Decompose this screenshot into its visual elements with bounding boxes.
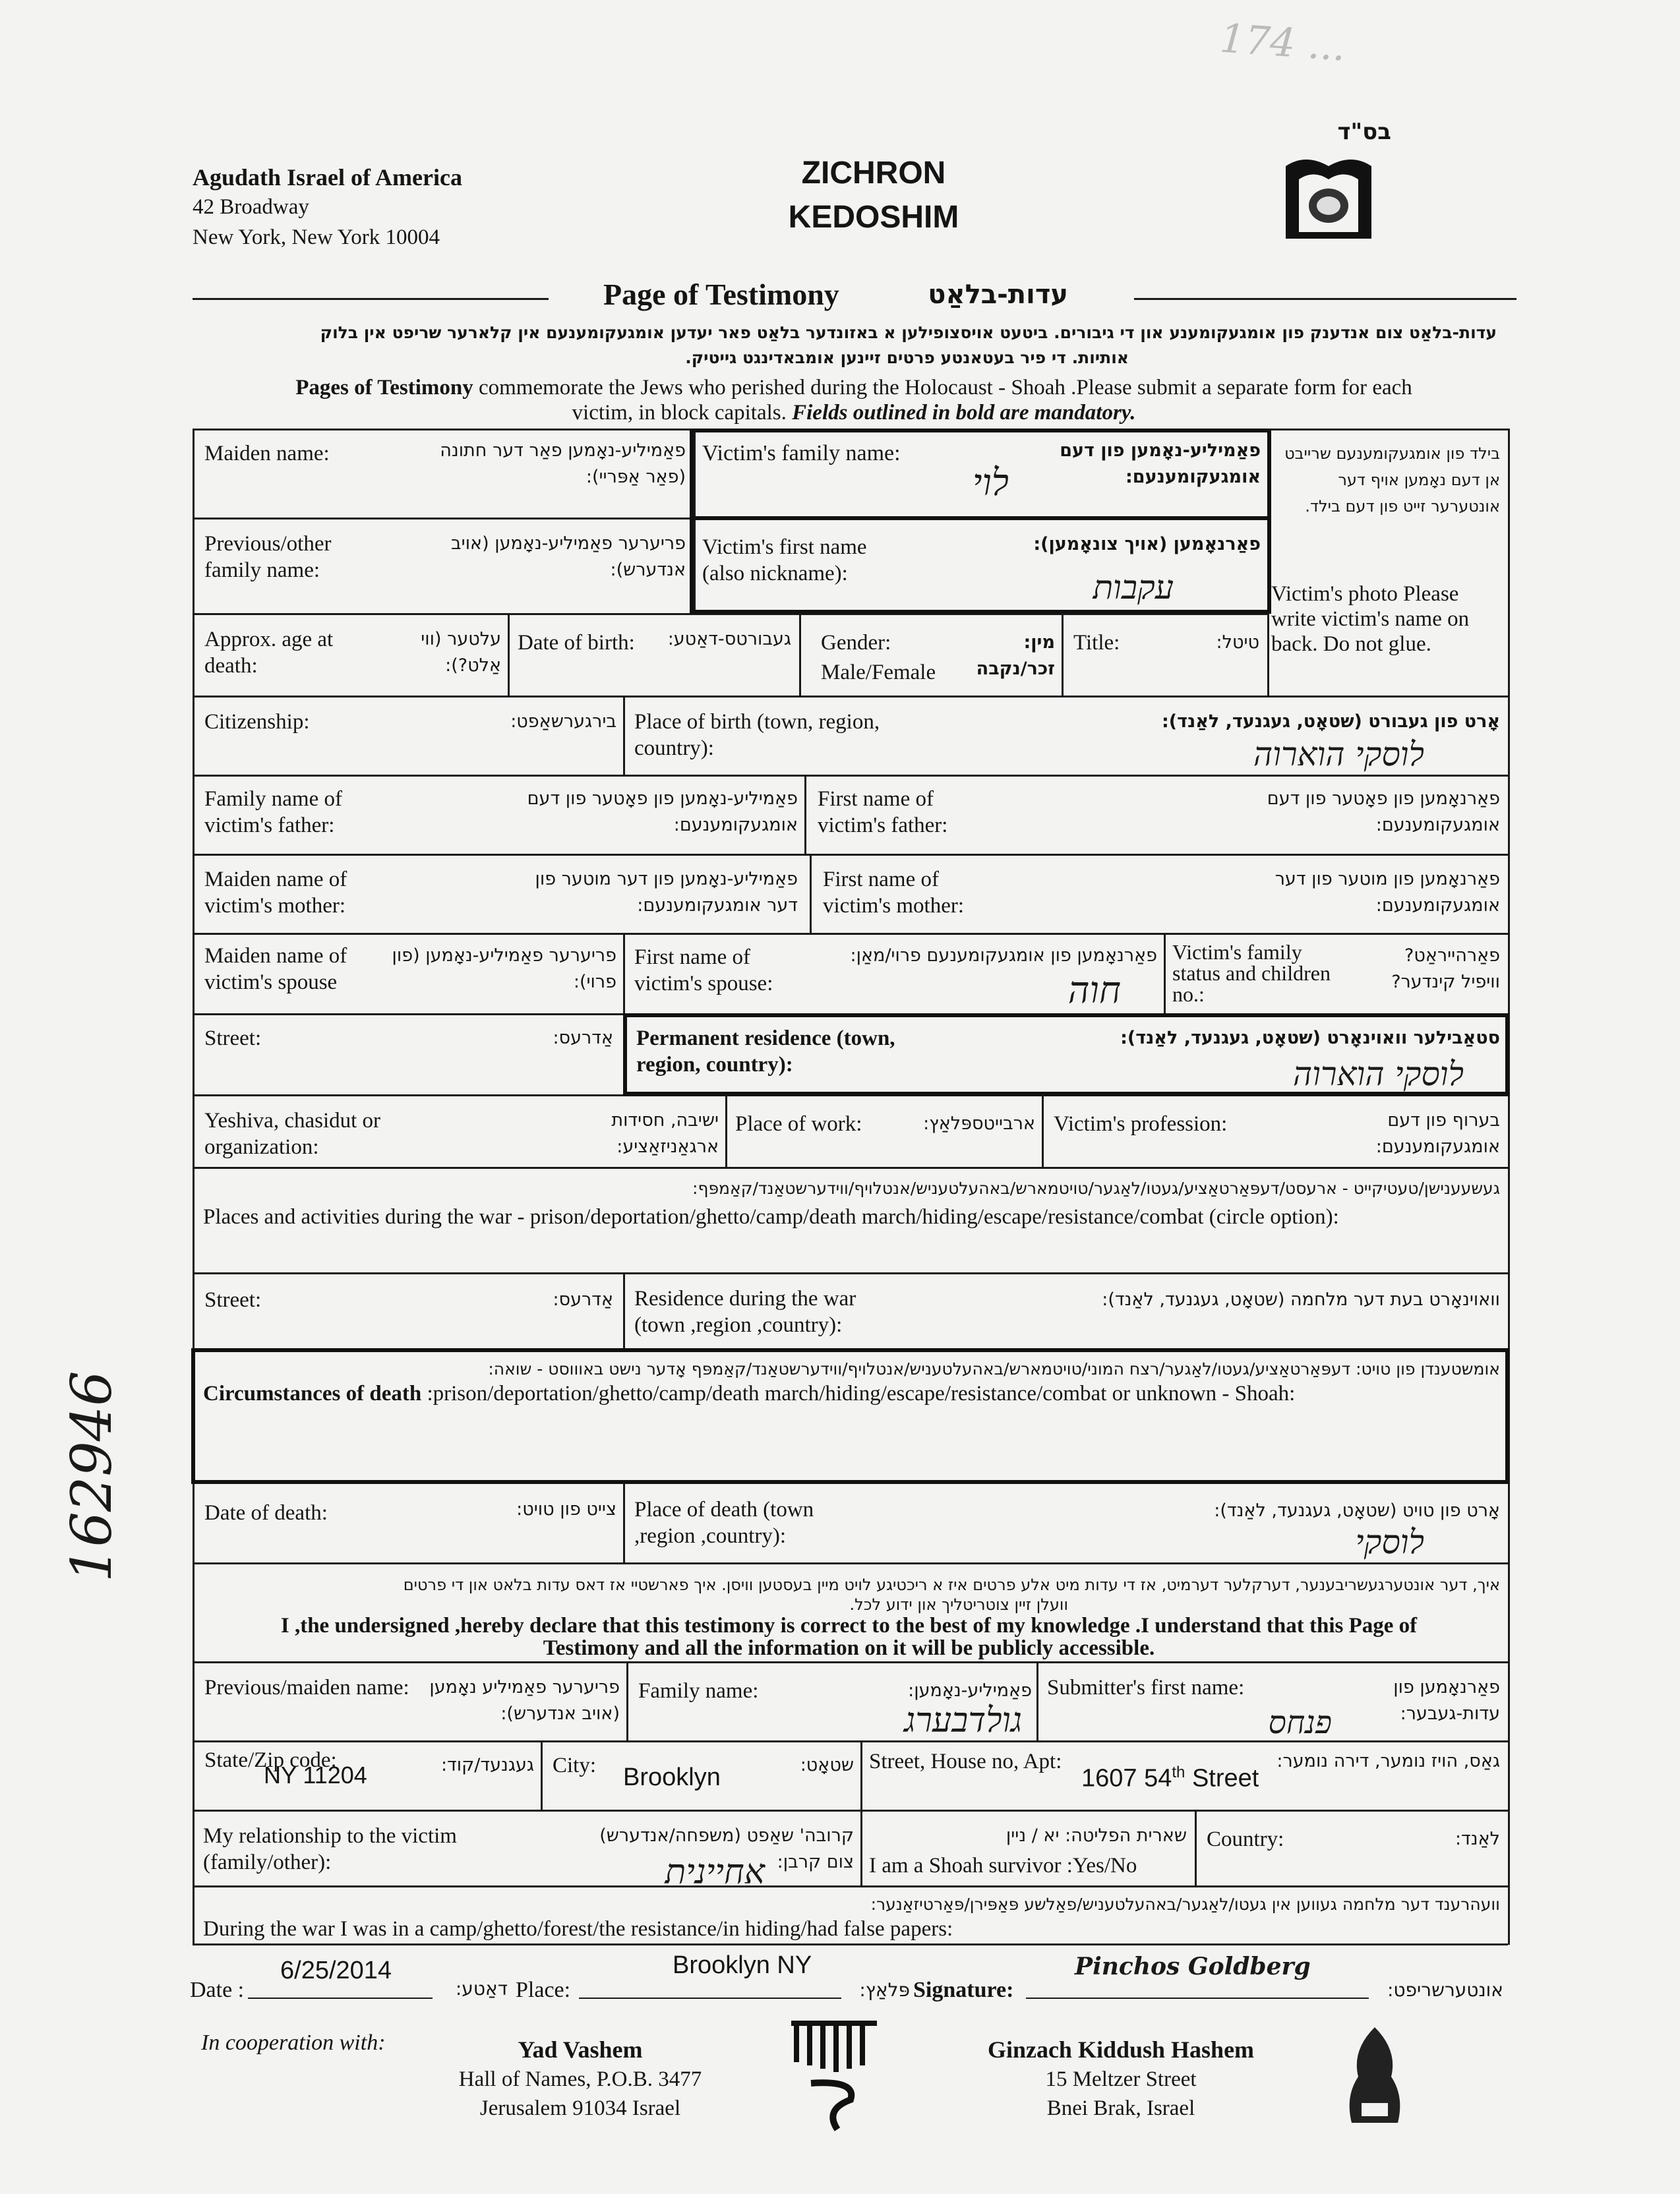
street3-sup: th bbox=[1172, 1764, 1185, 1781]
title-rule-left bbox=[193, 298, 549, 300]
title-hebrew: טיטל: bbox=[1216, 632, 1259, 653]
maiden-name-label: Maiden name: bbox=[204, 442, 330, 465]
survivor-label: I am a Shoah survivor :Yes/No bbox=[869, 1854, 1137, 1878]
camp-label: During the war I was in a camp/ghetto/forest/the resistance/in hiding/had false papers: bbox=[203, 1917, 953, 1941]
photo-instructions: Victim's photo Please write victim's name on back. Do not glue. bbox=[1271, 582, 1470, 656]
signature-label: Signature: bbox=[913, 1978, 1014, 2002]
bsd-mark: בס"ד bbox=[1337, 119, 1391, 145]
intro-english-1 bbox=[208, 376, 1500, 400]
yeshiva-label: Yeshiva, chasidut or organization: bbox=[204, 1109, 381, 1159]
yeshiva-hebrew: ישיבה, חסידות ארגאַניזאַציע: bbox=[611, 1110, 719, 1157]
submitter-first-value[interactable]: פנחס bbox=[1268, 1704, 1332, 1741]
pob-label: Place of birth (town, region, country): bbox=[634, 710, 880, 760]
street3-hebrew: גאַס, הויז נומער, דירה נומער: bbox=[1276, 1751, 1500, 1771]
mother-maiden-hebrew: פאַמיליע-נאָמען פון דער מוטער פון דער אומגעקומענעם: bbox=[535, 869, 798, 916]
intro-rest: commemorate the Jews who perished during the Holocaust - Shoah .Please submit a separate form for each bbox=[473, 376, 1412, 400]
circumstances-bold: Circumstances of death bbox=[203, 1382, 422, 1406]
first-name-label: Victim's first name (also nickname): bbox=[702, 535, 867, 585]
photo-hebrew: בילד פון אומגעקומענעם שרייבט אן דעם נאָמען אויף דער אונטערער זייט פון דעם בילד. bbox=[1284, 444, 1500, 516]
relationship-label: My relationship to the victim (family/other): bbox=[203, 1824, 457, 1874]
declare-hebrew-1: איך, דער אונטערגעשריבענער, דערקלער דערמיט, אז די עדות מיט אלע פרטים איז א ריכטיגע לויט מיין בעסטען וויסן. איך פארשטיי אז דאס עדות בלאט און די פרטים bbox=[403, 1576, 1500, 1594]
submitter-prev-hebrew: פריערער פאַמיליע נאָמען (אויב אנדערש): bbox=[429, 1677, 620, 1724]
city-value[interactable]: Brooklyn bbox=[623, 1764, 721, 1791]
relationship-hebrew: קרובה' שאַפט (משפחה/אנדערש) צום קרבן: bbox=[599, 1825, 854, 1872]
zichron-logo-icon bbox=[1279, 153, 1378, 245]
perm-residence-value[interactable]: לוסקי הוארוה bbox=[1292, 1055, 1464, 1093]
intro-mandatory: Fields outlined in bold are mandatory. bbox=[792, 401, 1136, 425]
intro-line2: victim, in block capitals. bbox=[572, 401, 793, 425]
submitter-family-value[interactable]: גולדבערג bbox=[904, 1701, 1022, 1740]
spouse-first-hebrew: פאַרנאָמען פון אומגעקומענעם פרוי/מאַן: bbox=[850, 945, 1157, 966]
declare-hebrew-2: וועלן זיין צוטריטליך און ידוע לכל. bbox=[849, 1595, 1068, 1614]
ginzach-address-1: 15 Meltzer Street bbox=[1045, 2067, 1197, 2091]
yad-vashem-name: Yad Vashem bbox=[518, 2036, 643, 2063]
yad-vashem-address-2: Jerusalem 91034 Israel bbox=[479, 2096, 681, 2120]
city-hebrew: שטאָט: bbox=[800, 1755, 854, 1775]
yad-vashem-logo-icon bbox=[785, 2017, 884, 2136]
previous-name-label: Previous/other family name: bbox=[204, 532, 332, 582]
circumstances-label bbox=[203, 1382, 1505, 1406]
pod-hebrew: אָרט פון טויט (שטאָט, געגנעד, לאַנד): bbox=[1214, 1500, 1500, 1521]
survivor-hebrew: שארית הפליטה: יא / ניין bbox=[1005, 1825, 1187, 1846]
maiden-name-hebrew: פאַמיליע-נאָמען פאַר דער חתונה (פאַר אַפּריי): bbox=[440, 440, 686, 487]
street-hebrew: אַדרעס: bbox=[553, 1028, 613, 1048]
page-title: Page of Testimony bbox=[603, 278, 839, 311]
war-residence-label: Residence during the war (town ,region ,country): bbox=[634, 1287, 856, 1337]
family-name-hebrew: פאַמיליע-נאָמען פון דעם אומגעקומענעם: bbox=[1060, 440, 1261, 487]
perm-residence-label: Permanent residence (town, region, country): bbox=[636, 1026, 895, 1077]
first-name-hebrew: פאַרנאָמען (אויך צונאָמען): bbox=[1033, 534, 1261, 554]
dob-label: Date of birth: bbox=[518, 631, 635, 655]
war-street-hebrew: אַדרעס: bbox=[553, 1290, 613, 1310]
date-value[interactable]: 6/25/2014 bbox=[280, 1957, 392, 1984]
title-label: Title: bbox=[1073, 631, 1120, 655]
street3-label: Street, House no, Apt: bbox=[869, 1750, 1062, 1773]
father-family-label: Family name of victim's father: bbox=[204, 787, 342, 837]
gender-options: Male/Female bbox=[821, 661, 936, 684]
circumstances-hebrew: אומשטענדן פון טויט: דעפּאַרטאַציע/געטו/לאַגער/רצח המוני/טויטמארש/באהעלטעניש/אנטלויף/ווידערשטאַנד/קאַמפּף אָדער נישט באוווסט - שואה: bbox=[488, 1359, 1500, 1379]
profession-hebrew: בערוף פון דעם אומגעקומענעם: bbox=[1375, 1110, 1500, 1157]
place-value[interactable]: Brooklyn NY bbox=[673, 1951, 812, 1979]
title-rule-right bbox=[1134, 298, 1516, 300]
family-status-hebrew: פאַרהייראַט? וויפיל קינדער? bbox=[1391, 945, 1500, 992]
activities-hebrew: געשעענישן/טעטיקייט - ארעסט/דעפּאַרטאַציע/געטו/לאַגער/טויטמארש/באהעלטעניש/אנטלויף/ווידערשטאַנד/קאַמפּף: bbox=[692, 1179, 1500, 1198]
father-first-label: First name of victim's father: bbox=[818, 787, 948, 837]
place-of-work-hebrew: ארבייטספּלאַץ: bbox=[923, 1113, 1035, 1134]
gender-hebrew: מין: זכר/נקבה bbox=[976, 632, 1055, 679]
father-family-hebrew: פאַמיליע-נאָמען פון פאָטער פון דעם אומגעקומענעם: bbox=[527, 788, 798, 835]
activities-label: Places and activities during the war - prison/deportation/ghetto/camp/death march/hiding/escape/resistance/combat (circle option): bbox=[203, 1205, 1339, 1229]
age-hebrew: עלטער (ווי אַלט?): bbox=[421, 629, 501, 676]
date-hebrew: דאַטע: bbox=[455, 1978, 508, 2000]
family-name-label: Victim's family name: bbox=[702, 441, 901, 465]
first-name-value[interactable]: עקבות bbox=[1093, 568, 1174, 607]
spouse-first-label: First name of victim's spouse: bbox=[634, 945, 773, 995]
profession-label: Victim's profession: bbox=[1054, 1112, 1228, 1136]
ginzach-address-2: Bnei Brak, Israel bbox=[1046, 2096, 1195, 2120]
form-left-border bbox=[193, 429, 195, 1945]
org-address-1: 42 Broadway bbox=[193, 195, 309, 219]
family-name-value[interactable]: לוי bbox=[972, 461, 1009, 504]
circumstances-rest: :prison/deportation/ghetto/camp/death march/hiding/escape/resistance/combat or unknown - Shoah: bbox=[421, 1382, 1296, 1406]
camp-hebrew: וועהרענד דער מלחמה געווען אין געטו/לאַגער/באהעלטעניש/פאַלשע פּאַפּירן/פּאַרטיזאַנער: bbox=[870, 1895, 1500, 1914]
top-scrawl: 174 ... bbox=[1218, 15, 1348, 71]
street3-number: 1607 54 bbox=[1081, 1764, 1172, 1793]
org-address-2: New York, New York 10004 bbox=[193, 225, 440, 249]
pob-value[interactable]: לוסקי הוארוה bbox=[1253, 735, 1424, 773]
previous-name-hebrew: פריערער פאַמיליע-נאָמען (אויב אנדערש): bbox=[451, 533, 686, 580]
submitter-prev-label: Previous/maiden name: bbox=[204, 1676, 409, 1700]
spouse-first-value[interactable]: חוה bbox=[1067, 969, 1121, 1012]
signature-hebrew: אונטערשריפט: bbox=[1387, 1979, 1503, 2001]
street-label: Street: bbox=[204, 1026, 262, 1050]
state-zip-label: State/Zip code: bbox=[204, 1748, 337, 1772]
submitter-first-label: Submitter's first name: bbox=[1047, 1676, 1245, 1700]
declare-english-2: Testimony and all the information on it will be publicly accessible. bbox=[543, 1636, 1155, 1660]
intro-hebrew-2: אותיות. די פיר בעטאנטע פרטים זיינען אומבאדינגט גייטיק. bbox=[685, 348, 1129, 367]
declare-english-1: I ,the undersigned ,hereby declare that this testimony is correct to the best of my knowledge .I understand that this Page of bbox=[280, 1614, 1418, 1638]
ginzach-logo-icon bbox=[1338, 2024, 1411, 2129]
side-number: 162946 bbox=[59, 1371, 124, 1582]
perm-residence-hebrew: סטאַבילער וואוינאָרט (שטאָט, געגנעד, לאַנד): bbox=[1120, 1028, 1500, 1048]
dob-hebrew: געבורטס-דאַטע: bbox=[667, 629, 791, 649]
street3-value[interactable] bbox=[1081, 1764, 1259, 1793]
state-zip-hebrew: געגנעד/קוד: bbox=[440, 1755, 534, 1775]
intro-english-2 bbox=[208, 401, 1500, 425]
spouse-maiden-label: Maiden name of victim's spouse bbox=[204, 944, 347, 994]
yad-vashem-address-1: Hall of Names, P.O.B. 3477 bbox=[458, 2067, 702, 2091]
mother-first-label: First name of victim's mother: bbox=[823, 868, 965, 918]
mother-first-hebrew: פאַרנאָמען פון מוטער פון דער אומגעקומענעם: bbox=[1275, 869, 1500, 916]
citizenship-label: Citizenship: bbox=[204, 710, 310, 734]
cooperation-label: In cooperation with: bbox=[201, 2031, 386, 2055]
submitter-first-hebrew: פאַרנאָמען פון עדות-געבער: bbox=[1393, 1677, 1500, 1724]
relationship-value[interactable]: אחיינית bbox=[665, 1853, 765, 1892]
pod-value[interactable]: לוסקי bbox=[1355, 1523, 1424, 1561]
family-status-label: Victim's family status and children no.: bbox=[1172, 940, 1331, 1006]
spouse-maiden-hebrew: פריערער פאַמיליע-נאָמען (פון פרוי): bbox=[392, 945, 616, 992]
submitter-family-hebrew: פאַמיליע-נאָמען: bbox=[908, 1680, 1032, 1701]
submitter-family-label: Family name: bbox=[638, 1679, 759, 1703]
country-label: Country: bbox=[1207, 1827, 1284, 1851]
page-title-hebrew: עדות-בלאַט bbox=[928, 280, 1068, 310]
dod-label: Date of death: bbox=[204, 1501, 328, 1525]
pod-label: Place of death (town ,region ,country): bbox=[634, 1498, 814, 1548]
intro-bold: Pages of Testimony bbox=[295, 376, 473, 400]
org-name: Agudath Israel of America bbox=[193, 164, 462, 191]
date-label: Date : bbox=[190, 1978, 245, 2002]
place-label: Place: bbox=[516, 1978, 571, 2002]
age-label: Approx. age at death: bbox=[204, 628, 334, 678]
country-hebrew: לאַנד: bbox=[1455, 1829, 1500, 1849]
signature-value[interactable]: Pinchos Goldberg bbox=[1075, 1953, 1311, 1980]
pob-hebrew: אָרט פון געבורט (שטאָט, געגנעד, לאַנד): bbox=[1161, 711, 1500, 732]
war-street-label: Street: bbox=[204, 1288, 262, 1312]
zichron-line-2: KEDOSHIM bbox=[788, 200, 959, 235]
place-of-work-label: Place of work: bbox=[735, 1112, 862, 1136]
city-label: City: bbox=[553, 1754, 597, 1777]
citizenship-hebrew: בירגערשאַפט: bbox=[510, 711, 616, 732]
place-hebrew: פּלאַץ: bbox=[859, 1979, 910, 2001]
mother-maiden-label: Maiden name of victim's mother: bbox=[204, 868, 347, 918]
gender-label: Gender: bbox=[821, 631, 891, 655]
dod-hebrew: צייט פון טויט: bbox=[516, 1499, 616, 1520]
ginzach-name: Ginzach Kiddush Hashem bbox=[987, 2036, 1255, 2063]
intro-hebrew-1: עדות-בלאַט צום אנדענק פון אומגעקומענע און די גיבורים. ביטעט אויסצופילען א באזונדער בלאַט פאר יעדען אומגעקומענעם אין קלארער שריפט אין בלוק bbox=[320, 323, 1497, 342]
street3-word: Street bbox=[1185, 1764, 1259, 1793]
father-first-hebrew: פאַרנאָמען פון פאָטער פון דעם אומגעקומענעם: bbox=[1267, 788, 1500, 835]
zichron-line-1: ZICHRON bbox=[801, 156, 946, 191]
form-right-border bbox=[1508, 429, 1510, 1945]
state-zip-value[interactable]: NY 11204 bbox=[264, 1762, 367, 1789]
war-residence-hebrew: וואוינאָרט בעת דער מלחמה (שטאָט, געגנעד, לאַנד): bbox=[1102, 1290, 1500, 1310]
